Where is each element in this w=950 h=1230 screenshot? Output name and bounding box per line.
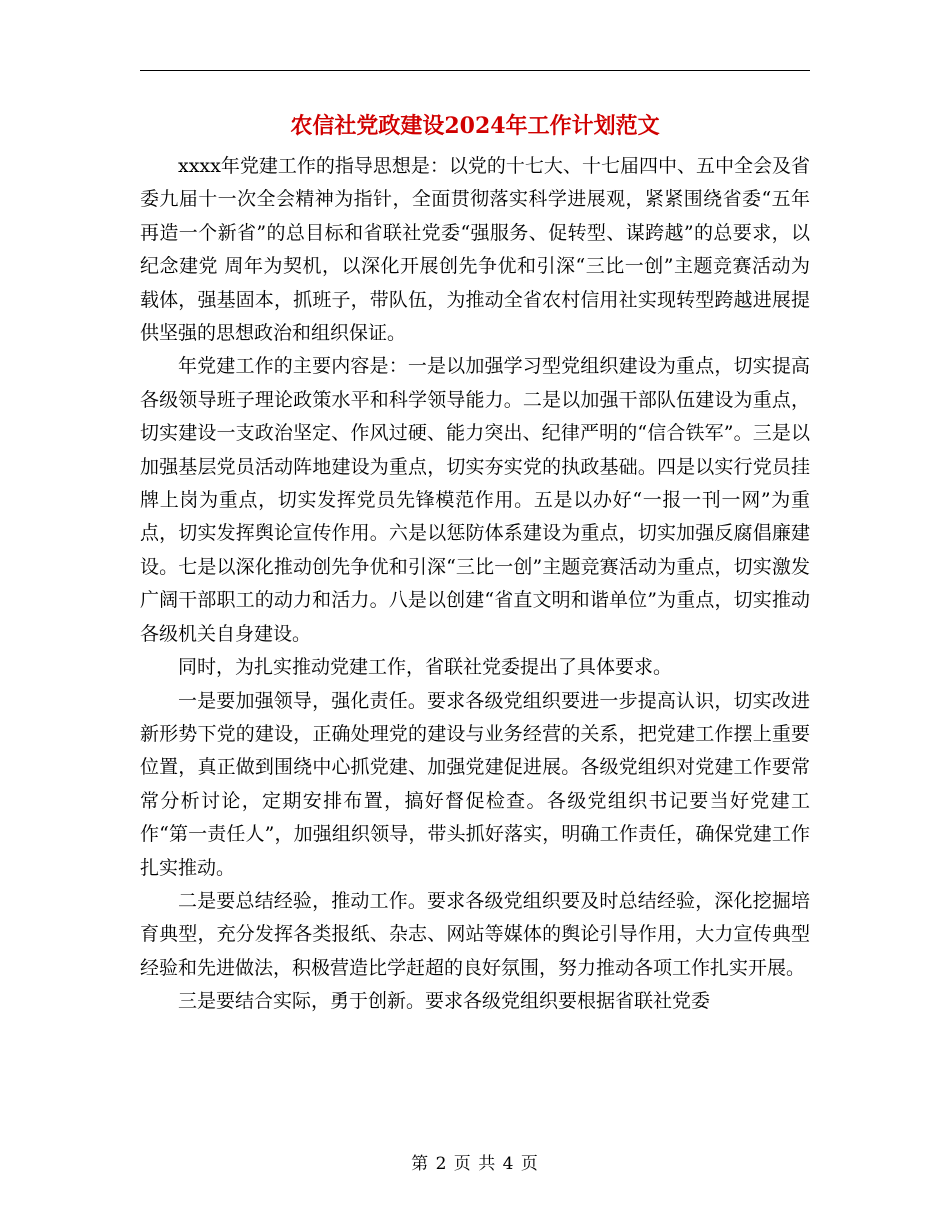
paragraph-requirement-one: 一是要加强领导，强化责任。要求各级党组织要进一步提高认识，切实改进新形势下党的建设，正确处理党的建设与业务经营的关系，把党建工作摆上重要位置，真正做到围绕中心抓党建、加强党建促进展。各级党组织对党建工作要常常分析讨论，定期安排布置，搞好督促检查。各级党组织书记要当好党建工作“第一责任人”，加强组织领导，带头抓好落实，明确工作责任，确保党建工作扎实推动。 <box>140 689 810 879</box>
paragraph-requirement-three: 三是要结合实际，勇于创新。要求各级党组织要根据省联社党委 <box>178 990 711 1013</box>
document-body <box>140 150 810 1019</box>
document-title: 农信社党政建设2024年工作计划范文 <box>290 113 660 139</box>
paragraph-requirement-two: 二是要总结经验，推动工作。要求各级党组织要及时总结经验，深化挖掘培育典型，充分发挥各类报纸、杂志、网站等媒体的舆论引导作用，大力宣传典型经验和先进做法，积极营造比学赶超的良好氛围，努力推动各项工作扎实开展。 <box>140 889 810 979</box>
paragraph-guiding-ideology: xxxx年党建工作的指导思想是：以党的十七大、十七届四中、五中全会及省委九届十一次全会精神为指针，全面贯彻落实科学进展观，紧紧围绕省委“五年再造一个新省”的总目标和省联社党委“强服务、促转型、谋跨越”的总要求，以纪念建党 周年为契机，以深化开展创先争优和引深“三比一创”主题竞赛活动为载体，强基固本，抓班子，带队伍，为推动全省农村信用社实现转型跨越进展提供坚强的思想政治和组织保证。 <box>140 155 810 345</box>
paragraph-main-content: 年党建工作的主要内容是：一是以加强学习型党组织建设为重点，切实提高各级领导班子理论政策水平和科学领导能力。二是以加强干部队伍建设为重点，切实建设一支政治坚定、作风过硬、能力突出、纪律严明的“信合铁军”。三是以加强基层党员活动阵地建设为重点，切实夯实党的执政基础。四是以实行党员挂牌上岗为重点，切实发挥党员先锋模范作用。五是以办好“一报一刊一网”为重点，切实发挥舆论宣传作用。六是以惩防体系建设为重点，切实加强反腐倡廉建设。七是以深化推动创先争优和引深“三比一创”主题竞赛活动为重点，切实激发广阔干部职工的动力和活力。八是以创建“省直文明和谐单位”为重点，切实推动各级机关自身建设。 <box>140 355 810 645</box>
page-number-footer: 第 2 页 共 4 页 <box>411 1154 539 1174</box>
paragraph-requirements-intro: 同时，为扎实推动党建工作，省联社党委提出了具体要求。 <box>178 656 673 679</box>
header-rule <box>140 70 810 71</box>
